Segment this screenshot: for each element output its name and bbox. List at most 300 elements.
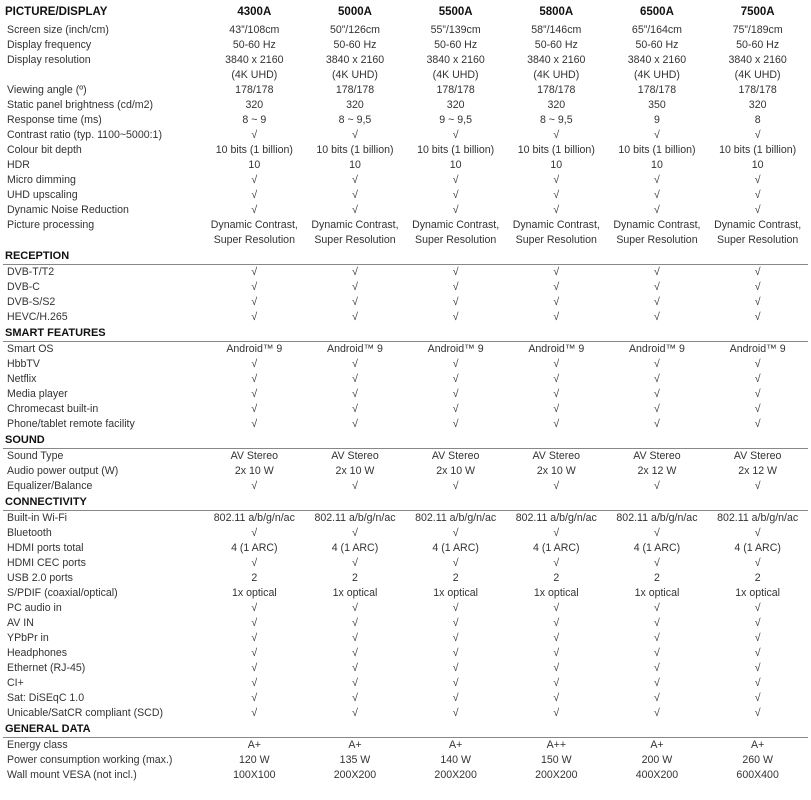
- cell-text: 3840 x 2160: [728, 54, 787, 66]
- cell-text: 4 (1 ARC): [633, 542, 681, 554]
- cell-text: √: [352, 662, 358, 674]
- cell-text: √: [754, 189, 761, 201]
- table-row: [3, 541, 808, 556]
- cell-text: √: [251, 311, 258, 323]
- table-row: [3, 143, 808, 158]
- row-label: UHD upscaling: [7, 189, 78, 201]
- cell-text: √: [352, 358, 358, 370]
- row-label: S/PDIF (coaxial/optical): [7, 587, 118, 599]
- cell-value: [707, 631, 808, 646]
- cell-value: [204, 479, 305, 494]
- cell-value: [405, 526, 506, 541]
- cell-text: √: [754, 296, 761, 308]
- cell-text: √: [452, 189, 459, 201]
- cell-text: 802.11 a/b/g/n/ac: [515, 512, 597, 524]
- cell-text: √: [754, 403, 761, 415]
- cell-value: [305, 310, 406, 325]
- cell-value: [204, 83, 305, 98]
- row-label: CI+: [7, 677, 24, 689]
- cell-value: [607, 83, 708, 98]
- cell-value: [305, 417, 406, 432]
- cell-value: [405, 556, 506, 571]
- cell-text: √: [754, 281, 761, 293]
- cell-text: 55”/139cm: [430, 24, 481, 36]
- cell-text: 200X200: [333, 769, 377, 781]
- cell-text: 8 ~ 9,5: [338, 114, 372, 126]
- cell-value: [305, 631, 406, 646]
- cell-text: 2x 12 W: [637, 465, 677, 477]
- model-header: 5500A: [438, 5, 473, 18]
- cell-value: [204, 387, 305, 402]
- cell-text: √: [352, 418, 358, 430]
- cell-value: [405, 113, 506, 128]
- cell-text: 802.11 a/b/g/n/ac: [314, 512, 396, 524]
- cell-text: 2: [654, 572, 660, 584]
- cell-text: √: [654, 707, 660, 719]
- row-label: Display resolution: [7, 54, 91, 66]
- section-header-row: [3, 325, 808, 342]
- cell-text: Android™ 9: [528, 343, 585, 355]
- cell-value: [707, 113, 808, 128]
- row-label: Smart OS: [7, 343, 54, 355]
- cell-text: 2: [251, 572, 258, 584]
- cell-value: [607, 738, 708, 754]
- cell-text: √: [352, 692, 358, 704]
- cell-value: [607, 158, 708, 173]
- cell-text: Dynamic Contrast,: [512, 219, 600, 231]
- cell-text: 50-60 Hz: [736, 39, 780, 51]
- cell-text: 50-60 Hz: [534, 39, 578, 51]
- cell-value: [305, 173, 406, 188]
- cell-text: √: [352, 617, 358, 629]
- cell-text: 200X200: [535, 769, 578, 781]
- row-label: Micro dimming: [7, 174, 76, 186]
- cell-text: 8 ~ 9,5: [539, 114, 573, 126]
- model-header: 6500A: [640, 5, 674, 18]
- cell-text: 2x 10 W: [536, 465, 576, 477]
- cell-value: [305, 526, 406, 541]
- cell-value: [506, 511, 607, 527]
- section-header-row: [3, 248, 808, 265]
- cell-text: Dynamic Contrast,: [210, 219, 298, 231]
- cell-text: AV Stereo: [230, 450, 279, 462]
- cell-value: [305, 387, 406, 402]
- cell-text: 178/178: [436, 84, 475, 96]
- cell-text: Android™ 9: [327, 343, 383, 355]
- cell-value: [305, 38, 406, 53]
- cell-text: √: [654, 418, 660, 430]
- cell-text: √: [452, 281, 459, 293]
- cell-text: AV Stereo: [633, 450, 681, 462]
- cell-text-line2: (4K UHD): [231, 69, 278, 81]
- cell-value: [506, 173, 607, 188]
- cell-text: √: [352, 557, 358, 569]
- cell-value: [305, 676, 406, 691]
- row-label: HbbTV: [7, 358, 40, 370]
- cell-text: 140 W: [440, 754, 471, 766]
- cell-text: √: [553, 403, 560, 415]
- cell-value: [707, 449, 808, 465]
- cell-value: [707, 203, 808, 218]
- cell-text: 10: [751, 159, 764, 171]
- cell-value: [405, 601, 506, 616]
- cell-text: 3840 x 2160: [426, 54, 485, 66]
- cell-text: 4 (1 ARC): [533, 542, 580, 554]
- cell-value: [506, 53, 607, 83]
- cell-value: [506, 203, 607, 218]
- cell-value: [607, 417, 708, 432]
- cell-value: [707, 706, 808, 721]
- cell-text: 75”/189cm: [732, 24, 783, 36]
- cell-text: 2x 12 W: [738, 465, 778, 477]
- cell-text: A+: [449, 739, 463, 751]
- cell-value: [204, 98, 305, 113]
- cell-text: √: [654, 296, 660, 308]
- cell-text: √: [553, 677, 560, 689]
- cell-text: √: [251, 617, 258, 629]
- cell-value: [506, 586, 607, 601]
- cell-value: [204, 449, 305, 465]
- row-label: DVB-T/T2: [7, 266, 55, 278]
- cell-value: [707, 586, 808, 601]
- cell-text: √: [251, 204, 258, 216]
- cell-text: 10: [449, 159, 462, 171]
- cell-text: √: [553, 388, 560, 400]
- cell-text: √: [553, 358, 560, 370]
- cell-text-line2: (4K UHD): [633, 69, 680, 81]
- table-row: [3, 753, 808, 768]
- cell-value: [405, 158, 506, 173]
- cell-value: [607, 402, 708, 417]
- table-row: [3, 295, 808, 310]
- cell-text: 3840 x 2160: [325, 54, 385, 66]
- cell-value: [707, 265, 808, 281]
- cell-text: √: [251, 174, 258, 186]
- cell-text: √: [553, 296, 560, 308]
- table-row: [3, 158, 808, 173]
- cell-value: [405, 402, 506, 417]
- cell-text: √: [654, 373, 660, 385]
- section-title: SOUND: [3, 432, 808, 449]
- row-label: PC audio in: [7, 602, 62, 614]
- cell-value: [405, 188, 506, 203]
- cell-value: [204, 753, 305, 768]
- cell-value: [204, 357, 305, 372]
- cell-value: [506, 38, 607, 53]
- cell-text: √: [553, 129, 560, 141]
- cell-text: 1x optical: [735, 587, 781, 599]
- cell-value: [405, 280, 506, 295]
- cell-value: [405, 449, 506, 465]
- cell-text: 600X400: [736, 769, 779, 781]
- cell-text: AV Stereo: [733, 450, 782, 462]
- cell-text: A+: [348, 739, 362, 751]
- table-row: [3, 98, 808, 113]
- cell-value: [405, 541, 506, 556]
- cell-value: [405, 387, 506, 402]
- cell-text: 10 bits (1 billion): [719, 144, 797, 156]
- cell-text-line2: Super Resolution: [717, 234, 799, 246]
- cell-value: [707, 143, 808, 158]
- cell-text: 320: [748, 99, 767, 111]
- cell-text: √: [251, 632, 258, 644]
- cell-value: [204, 691, 305, 706]
- row-label: Unicable/SatCR compliant (SCD): [7, 707, 164, 719]
- table-row: [3, 113, 808, 128]
- row-label: Contrast ratio (typ. 1100~5000:1): [7, 129, 162, 141]
- cell-value: [204, 616, 305, 631]
- row-label: Dynamic Noise Reduction: [7, 204, 129, 216]
- cell-value: [707, 372, 808, 387]
- cell-value: [707, 738, 808, 754]
- cell-text: Dynamic Contrast,: [613, 219, 701, 231]
- cell-value: [305, 342, 406, 358]
- cell-value: [607, 449, 708, 465]
- cell-text: √: [754, 677, 761, 689]
- cell-value: [707, 295, 808, 310]
- cell-value: [305, 738, 406, 754]
- cell-value: [607, 357, 708, 372]
- cell-value: [607, 387, 708, 402]
- cell-text: √: [452, 707, 459, 719]
- cell-text: √: [352, 677, 358, 689]
- table-row: [3, 601, 808, 616]
- cell-text: 50-60 Hz: [232, 39, 276, 51]
- cell-text: √: [452, 557, 459, 569]
- cell-text: √: [754, 388, 761, 400]
- cell-value: [405, 23, 506, 38]
- cell-value: [305, 691, 406, 706]
- cell-text: √: [251, 418, 258, 430]
- cell-value: [607, 646, 708, 661]
- cell-text: √: [654, 174, 660, 186]
- row-label: Response time (ms): [7, 114, 102, 126]
- row-label: Sat: DiSEqC 1.0: [7, 692, 85, 704]
- table-row: [3, 188, 808, 203]
- cell-value: [405, 143, 506, 158]
- cell-text: A+: [751, 739, 765, 751]
- cell-value: [405, 464, 506, 479]
- cell-value: [506, 417, 607, 432]
- cell-value: [607, 188, 708, 203]
- cell-value: [204, 113, 305, 128]
- cell-value: [405, 38, 506, 53]
- cell-text: √: [352, 373, 358, 385]
- cell-text-line2: (4K UHD): [432, 69, 479, 81]
- table-row: [3, 357, 808, 372]
- cell-text: √: [251, 480, 258, 492]
- cell-value: [305, 541, 406, 556]
- cell-value: [305, 113, 406, 128]
- cell-text: 3840 x 2160: [527, 54, 586, 66]
- cell-text: √: [251, 647, 258, 659]
- cell-text: 2: [553, 572, 560, 584]
- cell-value: [204, 342, 305, 358]
- cell-value: [607, 541, 708, 556]
- cell-text: √: [352, 129, 358, 141]
- cell-value: [707, 83, 808, 98]
- cell-text: 10: [651, 159, 663, 171]
- cell-value: [506, 616, 607, 631]
- cell-value: [506, 526, 607, 541]
- cell-value: [607, 342, 708, 358]
- cell-text: √: [553, 557, 560, 569]
- cell-value: [607, 768, 708, 783]
- cell-value: [405, 768, 506, 783]
- cell-value: [506, 83, 607, 98]
- table-row: [3, 342, 808, 358]
- cell-value: [707, 128, 808, 143]
- cell-value: [305, 661, 406, 676]
- cell-text: 43”/108cm: [229, 24, 280, 36]
- cell-text: √: [754, 174, 761, 186]
- cell-value: [405, 128, 506, 143]
- cell-text: √: [452, 403, 459, 415]
- table-row: [3, 511, 808, 527]
- cell-value: [607, 218, 708, 248]
- cell-text: √: [553, 174, 560, 186]
- cell-value: [204, 372, 305, 387]
- cell-text: 58”/146cm: [531, 24, 582, 36]
- cell-value: [305, 646, 406, 661]
- cell-text: √: [654, 189, 660, 201]
- cell-value: [405, 342, 506, 358]
- cell-text: √: [754, 602, 761, 614]
- cell-value: [305, 706, 406, 721]
- cell-value: [607, 526, 708, 541]
- cell-text: 1x optical: [332, 587, 378, 599]
- cell-value: [405, 218, 506, 248]
- row-label: Audio power output (W): [7, 465, 119, 477]
- row-label: Colour bit depth: [7, 144, 82, 156]
- cell-text: √: [352, 189, 358, 201]
- row-label: Display frequency: [7, 39, 92, 51]
- cell-value: [707, 556, 808, 571]
- cell-text: √: [352, 266, 358, 278]
- cell-text: √: [452, 418, 459, 430]
- cell-text: √: [553, 707, 560, 719]
- cell-value: [707, 38, 808, 53]
- cell-value: [707, 357, 808, 372]
- section-title: SMART FEATURES: [3, 325, 808, 342]
- cell-value: [607, 113, 708, 128]
- cell-value: [204, 464, 305, 479]
- row-label: Sound Type: [7, 450, 64, 462]
- table-row: [3, 387, 808, 402]
- cell-value: [607, 295, 708, 310]
- cell-text: √: [452, 692, 459, 704]
- cell-value: [305, 556, 406, 571]
- cell-text: √: [754, 557, 761, 569]
- cell-text: √: [553, 373, 560, 385]
- cell-value: [506, 631, 607, 646]
- cell-text: √: [754, 358, 761, 370]
- cell-text: √: [654, 632, 660, 644]
- cell-text: √: [452, 480, 459, 492]
- cell-text: √: [352, 527, 358, 539]
- cell-text: √: [452, 647, 459, 659]
- section-title-picture-display: PICTURE/DISPLAY: [5, 5, 108, 18]
- cell-value: [607, 23, 708, 38]
- cell-text-line2: Super Resolution: [213, 234, 295, 246]
- cell-value: [204, 128, 305, 143]
- cell-value: [707, 342, 808, 358]
- cell-text: √: [754, 204, 761, 216]
- cell-text: 10: [349, 159, 361, 171]
- spec-table: [3, 0, 808, 783]
- cell-text: √: [352, 281, 358, 293]
- cell-value: [405, 571, 506, 586]
- cell-text: 10 bits (1 billion): [316, 144, 394, 156]
- cell-text: 320: [446, 99, 465, 111]
- cell-value: [405, 479, 506, 494]
- cell-value: [305, 98, 406, 113]
- row-label: Static panel brightness (cd/m2): [7, 99, 154, 111]
- row-label: Screen size (inch/cm): [7, 24, 109, 36]
- cell-text: A+: [247, 739, 261, 751]
- cell-value: [607, 586, 708, 601]
- cell-value: [305, 464, 406, 479]
- cell-value: [305, 479, 406, 494]
- cell-text: √: [452, 602, 459, 614]
- cell-value: [204, 571, 305, 586]
- cell-text: 50-60 Hz: [333, 39, 377, 51]
- cell-text-line2: Super Resolution: [415, 234, 497, 246]
- cell-text: √: [352, 388, 358, 400]
- cell-value: [305, 295, 406, 310]
- cell-text: √: [352, 311, 358, 323]
- cell-text: 100X100: [233, 769, 276, 781]
- cell-value: [707, 188, 808, 203]
- cell-text: 178/178: [235, 84, 274, 96]
- cell-value: [707, 676, 808, 691]
- cell-text: √: [251, 189, 258, 201]
- cell-text: √: [754, 129, 761, 141]
- cell-value: [305, 23, 406, 38]
- cell-value: [405, 98, 506, 113]
- cell-value: [506, 661, 607, 676]
- cell-value: [607, 203, 708, 218]
- cell-value: [405, 173, 506, 188]
- cell-text: Android™ 9: [226, 343, 283, 355]
- cell-value: [405, 310, 506, 325]
- cell-text: √: [251, 602, 258, 614]
- cell-value: [204, 541, 305, 556]
- cell-value: [405, 738, 506, 754]
- cell-text: √: [251, 129, 258, 141]
- cell-value: [405, 265, 506, 281]
- cell-value: [204, 143, 305, 158]
- cell-value: [607, 616, 708, 631]
- cell-text: √: [251, 403, 258, 415]
- cell-text: 4 (1 ARC): [432, 542, 479, 554]
- cell-text: √: [553, 602, 560, 614]
- cell-text: √: [251, 662, 258, 674]
- cell-value: [707, 402, 808, 417]
- cell-text: √: [452, 296, 459, 308]
- cell-value: [707, 53, 808, 83]
- cell-value: [204, 158, 305, 173]
- cell-value: [607, 601, 708, 616]
- cell-text: 50-60 Hz: [434, 39, 478, 51]
- cell-text: √: [553, 311, 560, 323]
- cell-text: √: [352, 174, 358, 186]
- cell-value: [405, 706, 506, 721]
- cell-value: [405, 511, 506, 527]
- cell-text: √: [553, 204, 560, 216]
- cell-text: AV Stereo: [431, 450, 480, 462]
- row-label: Energy class: [7, 739, 68, 751]
